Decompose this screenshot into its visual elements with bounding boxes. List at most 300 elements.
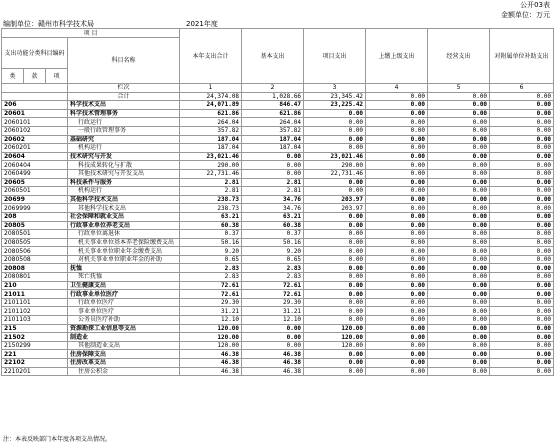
row-value: 0.00 bbox=[428, 281, 490, 290]
row-value: 0.00 bbox=[242, 324, 304, 333]
lanci-label: 栏次 bbox=[68, 84, 180, 93]
row-code: 2080508 bbox=[2, 255, 68, 264]
row-value: 72.61 bbox=[242, 281, 304, 290]
row-value: 203.97 bbox=[304, 195, 366, 204]
row-value: 0.00 bbox=[490, 135, 554, 144]
row-code: 20602 bbox=[2, 135, 68, 144]
table-row bbox=[2, 298, 554, 307]
table-row bbox=[2, 359, 554, 368]
row-value: 0.00 bbox=[428, 350, 490, 359]
row-name: 基础研究 bbox=[68, 135, 180, 144]
total-value: 0.00 bbox=[366, 92, 428, 101]
row-value: 0.00 bbox=[428, 152, 490, 161]
row-value: 2.81 bbox=[180, 187, 242, 196]
table-row bbox=[2, 212, 554, 221]
row-value: 29.30 bbox=[242, 298, 304, 307]
row-name: 社会保障和就业支出 bbox=[68, 212, 180, 221]
lanci-2: 2 bbox=[242, 84, 304, 93]
row-value: 0.00 bbox=[490, 238, 554, 247]
row-value: 0.00 bbox=[304, 144, 366, 153]
row-value: 0.65 bbox=[180, 255, 242, 264]
row-value: 0.00 bbox=[304, 350, 366, 359]
row-name: 卫生健康支出 bbox=[68, 281, 180, 290]
row-value: 0.00 bbox=[366, 359, 428, 368]
row-name: 行政单位医疗 bbox=[68, 298, 180, 307]
row-value: 0.00 bbox=[242, 169, 304, 178]
table-row bbox=[2, 135, 554, 144]
row-name: 资源勘探工业信息等支出 bbox=[68, 324, 180, 333]
row-value: 0.00 bbox=[428, 316, 490, 325]
row-code: 21502 bbox=[2, 333, 68, 342]
row-value: 0.00 bbox=[366, 161, 428, 170]
row-value: 63.21 bbox=[242, 212, 304, 221]
row-value: 187.04 bbox=[242, 135, 304, 144]
table-row bbox=[2, 290, 554, 299]
row-value: 0.00 bbox=[490, 281, 554, 290]
total-value: 23,345.42 bbox=[304, 92, 366, 101]
row-name: 机关事业单位基本养老保险缴费支出 bbox=[68, 238, 180, 247]
row-value: 0.00 bbox=[490, 367, 554, 376]
row-value: 0.00 bbox=[366, 333, 428, 342]
row-value: 0.00 bbox=[304, 316, 366, 325]
row-value: 0.37 bbox=[242, 230, 304, 239]
row-value: 0.00 bbox=[366, 135, 428, 144]
row-value: 0.00 bbox=[366, 255, 428, 264]
row-value: 0.00 bbox=[242, 333, 304, 342]
row-value: 0.00 bbox=[304, 281, 366, 290]
row-value: 0.00 bbox=[490, 161, 554, 170]
row-code: 20699 bbox=[2, 195, 68, 204]
lanci-3: 3 bbox=[304, 84, 366, 93]
row-name: 科学技术支出 bbox=[68, 101, 180, 110]
table-row bbox=[2, 169, 554, 178]
row-value: 0.00 bbox=[428, 324, 490, 333]
table-row bbox=[2, 195, 554, 204]
row-code: 21011 bbox=[2, 290, 68, 299]
header-kind: 类 bbox=[2, 69, 24, 84]
row-value: 31.21 bbox=[242, 307, 304, 316]
row-value: 50.16 bbox=[242, 238, 304, 247]
row-value: 0.00 bbox=[304, 187, 366, 196]
row-value: 0.00 bbox=[366, 178, 428, 187]
row-value: 0.00 bbox=[304, 290, 366, 299]
row-value: 2.81 bbox=[180, 178, 242, 187]
row-value: 0.00 bbox=[304, 238, 366, 247]
row-value: 0.00 bbox=[304, 255, 366, 264]
row-code: 2101102 bbox=[2, 307, 68, 316]
row-value: 0.00 bbox=[428, 204, 490, 213]
row-value: 0.00 bbox=[304, 264, 366, 273]
row-value: 31.21 bbox=[180, 307, 242, 316]
row-name: 公务员医疗补助 bbox=[68, 316, 180, 325]
row-value: 0.00 bbox=[490, 109, 554, 118]
row-value: 0.00 bbox=[428, 178, 490, 187]
row-value: 0.00 bbox=[242, 152, 304, 161]
row-code: 2060501 bbox=[2, 187, 68, 196]
total-value: 0.00 bbox=[428, 92, 490, 101]
row-code: 2060404 bbox=[2, 161, 68, 170]
expenditure-table bbox=[1, 28, 554, 376]
row-code: 2210201 bbox=[2, 367, 68, 376]
row-value: 0.00 bbox=[366, 152, 428, 161]
row-value: 0.00 bbox=[304, 126, 366, 135]
row-value: 0.00 bbox=[366, 204, 428, 213]
row-value: 0.00 bbox=[304, 221, 366, 230]
row-value: 0.00 bbox=[490, 178, 554, 187]
row-name: 死亡抚恤 bbox=[68, 273, 180, 282]
report-year: 2021年度 bbox=[186, 20, 218, 28]
row-value: 72.61 bbox=[180, 281, 242, 290]
table-row bbox=[2, 118, 554, 127]
row-value: 120.00 bbox=[180, 341, 242, 350]
header-col3: 项目支出 bbox=[304, 29, 366, 84]
row-value: 0.00 bbox=[304, 178, 366, 187]
row-value: 846.47 bbox=[242, 101, 304, 110]
row-value: 0.00 bbox=[366, 109, 428, 118]
table-row bbox=[2, 341, 554, 350]
row-value: 50.16 bbox=[180, 238, 242, 247]
row-value: 0.00 bbox=[366, 144, 428, 153]
row-value: 0.00 bbox=[490, 169, 554, 178]
row-value: 238.73 bbox=[180, 195, 242, 204]
row-value: 0.00 bbox=[490, 247, 554, 256]
row-name: 行政事业单位医疗 bbox=[68, 290, 180, 299]
row-code: 2060102 bbox=[2, 126, 68, 135]
row-value: 187.04 bbox=[180, 144, 242, 153]
row-name: 其他技术研究与开发支出 bbox=[68, 169, 180, 178]
row-value: 0.00 bbox=[428, 221, 490, 230]
row-value: 0.00 bbox=[366, 298, 428, 307]
row-code: 2150299 bbox=[2, 341, 68, 350]
header-section: 款 bbox=[24, 69, 46, 84]
header-col1: 本年支出合计 bbox=[180, 29, 242, 84]
row-value: 0.00 bbox=[366, 238, 428, 247]
table-row bbox=[2, 238, 554, 247]
row-value: 0.00 bbox=[366, 247, 428, 256]
row-code: 2080505 bbox=[2, 238, 68, 247]
row-value: 23,021.46 bbox=[180, 152, 242, 161]
row-value: 12.10 bbox=[180, 316, 242, 325]
org-name: 编制单位：赣州市科学技术局 bbox=[3, 20, 94, 28]
table-row bbox=[2, 273, 554, 282]
table-row bbox=[2, 109, 554, 118]
row-value: 22,731.46 bbox=[304, 169, 366, 178]
table-row bbox=[2, 333, 554, 342]
row-code: 2101101 bbox=[2, 298, 68, 307]
row-value: 46.38 bbox=[180, 367, 242, 376]
row-value: 0.00 bbox=[366, 307, 428, 316]
row-value: 0.00 bbox=[428, 187, 490, 196]
row-value: 46.38 bbox=[242, 367, 304, 376]
table-row bbox=[2, 316, 554, 325]
row-value: 0.00 bbox=[366, 264, 428, 273]
row-value: 0.00 bbox=[428, 273, 490, 282]
row-value: 0.00 bbox=[490, 195, 554, 204]
row-value: 0.00 bbox=[304, 109, 366, 118]
row-value: 357.82 bbox=[242, 126, 304, 135]
row-value: 0.00 bbox=[428, 169, 490, 178]
row-value: 0.00 bbox=[366, 316, 428, 325]
total-value: 1,028.66 bbox=[242, 92, 304, 101]
row-value: 0.00 bbox=[428, 367, 490, 376]
row-value: 0.00 bbox=[428, 230, 490, 239]
row-value: 34.76 bbox=[242, 204, 304, 213]
table-row bbox=[2, 187, 554, 196]
row-value: 0.00 bbox=[428, 144, 490, 153]
row-value: 0.00 bbox=[366, 126, 428, 135]
row-code: 22102 bbox=[2, 359, 68, 368]
table-row bbox=[2, 324, 554, 333]
row-name: 科技成果转化与扩散 bbox=[68, 161, 180, 170]
table-row bbox=[2, 101, 554, 110]
row-name: 行政运行 bbox=[68, 118, 180, 127]
row-value: 0.00 bbox=[304, 273, 366, 282]
row-name: 一般行政管理事务 bbox=[68, 126, 180, 135]
row-value: 0.00 bbox=[428, 247, 490, 256]
row-code: 2060499 bbox=[2, 169, 68, 178]
table-row bbox=[2, 367, 554, 376]
row-value: 0.00 bbox=[428, 264, 490, 273]
amount-unit: 金额单位：万元 bbox=[501, 11, 550, 19]
row-value: 0.00 bbox=[366, 221, 428, 230]
table-row bbox=[2, 221, 554, 230]
row-value: 0.00 bbox=[490, 350, 554, 359]
row-value: 46.38 bbox=[242, 359, 304, 368]
row-value: 0.00 bbox=[490, 298, 554, 307]
row-value: 0.00 bbox=[490, 101, 554, 110]
row-value: 0.00 bbox=[490, 290, 554, 299]
row-value: 46.38 bbox=[242, 350, 304, 359]
row-code: 2080506 bbox=[2, 247, 68, 256]
row-value: 290.00 bbox=[180, 161, 242, 170]
row-name: 住房公积金 bbox=[68, 367, 180, 376]
row-value: 120.00 bbox=[304, 333, 366, 342]
row-value: 238.73 bbox=[180, 204, 242, 213]
row-name: 其他科学技术支出 bbox=[68, 195, 180, 204]
row-value: 29.30 bbox=[180, 298, 242, 307]
row-value: 0.00 bbox=[428, 307, 490, 316]
row-value: 0.00 bbox=[366, 290, 428, 299]
table-row bbox=[2, 255, 554, 264]
row-value: 203.97 bbox=[304, 204, 366, 213]
row-value: 0.00 bbox=[428, 195, 490, 204]
row-value: 357.82 bbox=[180, 126, 242, 135]
row-value: 0.00 bbox=[428, 126, 490, 135]
row-value: 0.00 bbox=[304, 359, 366, 368]
row-value: 72.61 bbox=[242, 290, 304, 299]
row-value: 0.00 bbox=[490, 324, 554, 333]
header-item-sub: 项 bbox=[46, 69, 68, 84]
table-row bbox=[2, 307, 554, 316]
table-row bbox=[2, 281, 554, 290]
table-row bbox=[2, 264, 554, 273]
header-col2: 基本支出 bbox=[242, 29, 304, 84]
row-value: 0.00 bbox=[428, 135, 490, 144]
table-row bbox=[2, 204, 554, 213]
row-value: 0.00 bbox=[304, 212, 366, 221]
row-value: 22,731.46 bbox=[180, 169, 242, 178]
row-value: 120.00 bbox=[180, 324, 242, 333]
total-value: 24,374.08 bbox=[180, 92, 242, 101]
header-col6: 对附属单位补助支出 bbox=[490, 29, 554, 84]
row-value: 0.00 bbox=[242, 341, 304, 350]
row-value: 0.00 bbox=[490, 255, 554, 264]
total-value: 0.00 bbox=[490, 92, 554, 101]
row-value: 0.00 bbox=[366, 273, 428, 282]
row-name: 其他科学技术支出 bbox=[68, 204, 180, 213]
row-value: 187.04 bbox=[180, 135, 242, 144]
row-code: 20605 bbox=[2, 178, 68, 187]
row-name: 机构运行 bbox=[68, 187, 180, 196]
row-value: 0.00 bbox=[366, 187, 428, 196]
row-value: 0.00 bbox=[490, 333, 554, 342]
row-value: 0.00 bbox=[366, 324, 428, 333]
row-value: 0.37 bbox=[180, 230, 242, 239]
row-value: 23,225.42 bbox=[304, 101, 366, 110]
row-value: 0.00 bbox=[304, 230, 366, 239]
row-name: 行政单位离退休 bbox=[68, 230, 180, 239]
table-row bbox=[2, 350, 554, 359]
header-col5: 经营支出 bbox=[428, 29, 490, 84]
row-name: 对机关事业单位职业年金的补助 bbox=[68, 255, 180, 264]
table-row bbox=[2, 144, 554, 153]
row-value: 0.00 bbox=[490, 144, 554, 153]
row-code: 2080501 bbox=[2, 230, 68, 239]
row-value: 0.00 bbox=[366, 195, 428, 204]
row-value: 0.00 bbox=[366, 230, 428, 239]
row-value: 0.00 bbox=[490, 221, 554, 230]
row-value: 0.00 bbox=[304, 247, 366, 256]
row-value: 0.00 bbox=[428, 212, 490, 221]
row-value: 0.00 bbox=[366, 350, 428, 359]
header-item: 项 目 bbox=[2, 29, 180, 38]
row-value: 0.00 bbox=[304, 135, 366, 144]
row-value: 2.83 bbox=[242, 273, 304, 282]
row-value: 0.00 bbox=[490, 126, 554, 135]
row-value: 0.00 bbox=[490, 204, 554, 213]
row-value: 60.38 bbox=[242, 221, 304, 230]
row-value: 0.00 bbox=[428, 255, 490, 264]
row-code: 215 bbox=[2, 324, 68, 333]
row-value: 0.00 bbox=[428, 290, 490, 299]
row-value: 0.00 bbox=[490, 118, 554, 127]
row-value: 0.00 bbox=[490, 359, 554, 368]
row-code: 208 bbox=[2, 212, 68, 221]
row-value: 0.00 bbox=[490, 273, 554, 282]
lanci-6: 6 bbox=[490, 84, 554, 93]
row-value: 0.00 bbox=[490, 316, 554, 325]
row-code: 2060101 bbox=[2, 118, 68, 127]
row-value: 0.00 bbox=[304, 367, 366, 376]
header-name: 科目名称 bbox=[68, 38, 180, 84]
row-name: 住房保障支出 bbox=[68, 350, 180, 359]
table-row bbox=[2, 230, 554, 239]
row-code: 210 bbox=[2, 281, 68, 290]
row-value: 63.21 bbox=[180, 212, 242, 221]
row-code: 20601 bbox=[2, 109, 68, 118]
row-value: 0.00 bbox=[366, 118, 428, 127]
row-value: 0.00 bbox=[428, 118, 490, 127]
row-name: 行政事业单位养老支出 bbox=[68, 221, 180, 230]
row-name: 事业单位医疗 bbox=[68, 307, 180, 316]
row-value: 621.86 bbox=[242, 109, 304, 118]
row-value: 0.00 bbox=[428, 101, 490, 110]
total-row bbox=[2, 92, 554, 101]
row-name: 科学技术管理事务 bbox=[68, 109, 180, 118]
row-value: 0.00 bbox=[490, 230, 554, 239]
row-value: 0.00 bbox=[428, 333, 490, 342]
row-code: 2069999 bbox=[2, 204, 68, 213]
table-row bbox=[2, 178, 554, 187]
row-value: 2.83 bbox=[180, 264, 242, 273]
row-value: 46.38 bbox=[180, 359, 242, 368]
lanci-row bbox=[2, 84, 554, 93]
row-value: 24,071.89 bbox=[180, 101, 242, 110]
row-code: 20604 bbox=[2, 152, 68, 161]
row-value: 46.38 bbox=[180, 350, 242, 359]
lanci-1: 1 bbox=[180, 84, 242, 93]
lanci-5: 5 bbox=[428, 84, 490, 93]
row-value: 9.20 bbox=[180, 247, 242, 256]
table-row bbox=[2, 126, 554, 135]
row-code: 20805 bbox=[2, 221, 68, 230]
row-value: 120.00 bbox=[304, 341, 366, 350]
row-value: 0.00 bbox=[242, 161, 304, 170]
row-value: 0.65 bbox=[242, 255, 304, 264]
row-value: 9.20 bbox=[242, 247, 304, 256]
header-func-code: 支出功能分类科目编码 bbox=[2, 38, 68, 69]
row-code: 20808 bbox=[2, 264, 68, 273]
row-value: 0.00 bbox=[490, 341, 554, 350]
row-name: 技术研究与开发 bbox=[68, 152, 180, 161]
row-value: 0.00 bbox=[490, 307, 554, 316]
footnote: 注：本表反映部门本年度各项支出情况。 bbox=[3, 436, 112, 443]
row-value: 264.04 bbox=[242, 118, 304, 127]
row-value: 290.00 bbox=[304, 161, 366, 170]
row-value: 0.00 bbox=[428, 298, 490, 307]
row-value: 0.00 bbox=[428, 161, 490, 170]
table-row bbox=[2, 152, 554, 161]
row-name: 其他制造业支出 bbox=[68, 341, 180, 350]
row-code: 221 bbox=[2, 350, 68, 359]
row-value: 0.00 bbox=[366, 281, 428, 290]
form-number: 公开03表 bbox=[520, 1, 550, 9]
row-value: 187.04 bbox=[242, 144, 304, 153]
row-value: 0.00 bbox=[304, 307, 366, 316]
row-value: 2.83 bbox=[242, 264, 304, 273]
row-code: 2101103 bbox=[2, 316, 68, 325]
row-name: 机关事业单位职业年金缴费支出 bbox=[68, 247, 180, 256]
row-value: 0.00 bbox=[490, 264, 554, 273]
row-value: 72.61 bbox=[180, 290, 242, 299]
row-value: 120.00 bbox=[180, 333, 242, 342]
row-value: 34.76 bbox=[242, 195, 304, 204]
row-value: 621.86 bbox=[180, 109, 242, 118]
row-value: 0.00 bbox=[490, 152, 554, 161]
row-value: 120.00 bbox=[304, 324, 366, 333]
row-value: 0.00 bbox=[428, 341, 490, 350]
row-value: 0.00 bbox=[304, 298, 366, 307]
row-name: 抚恤 bbox=[68, 264, 180, 273]
row-value: 0.00 bbox=[428, 359, 490, 368]
table-row bbox=[2, 161, 554, 170]
row-code: 206 bbox=[2, 101, 68, 110]
header-col4: 上缴上级支出 bbox=[366, 29, 428, 84]
row-code: 2080801 bbox=[2, 273, 68, 282]
row-name: 制造业 bbox=[68, 333, 180, 342]
row-value: 2.81 bbox=[242, 178, 304, 187]
row-value: 60.38 bbox=[180, 221, 242, 230]
